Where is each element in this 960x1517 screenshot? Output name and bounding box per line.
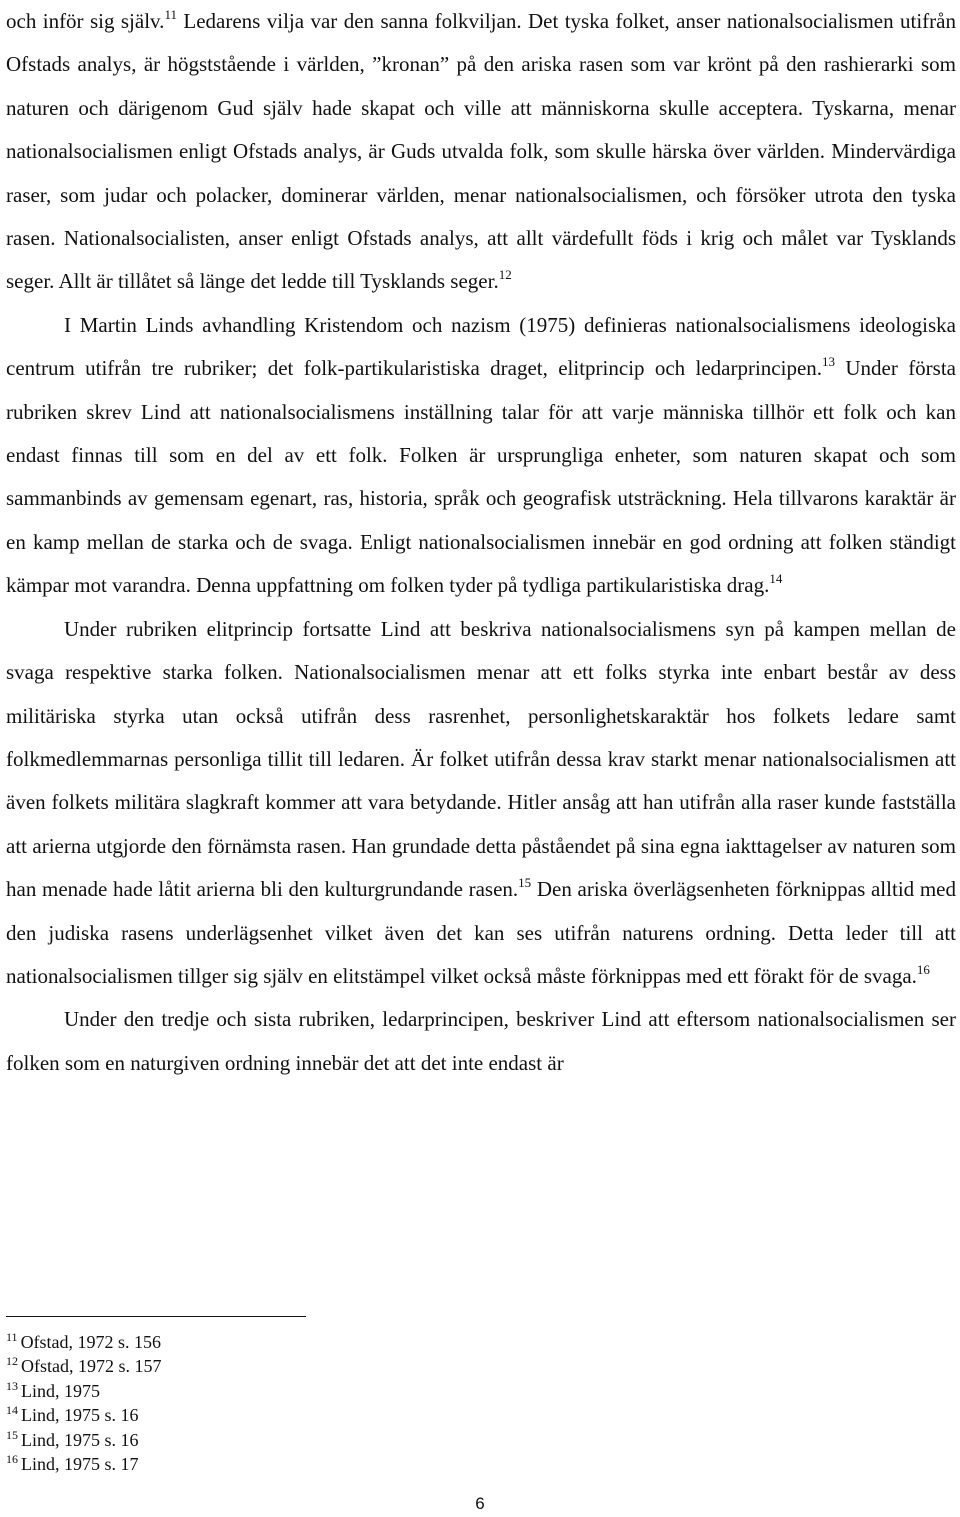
- body-text: [6, 0, 956, 1085]
- footnote-reference: 15: [518, 875, 532, 891]
- paragraph-text: I Martin Linds avhandling Kristendom och nazism (1975) definieras nationalsocialismens ideologiska centrum utifrån tre rubriker; det folk-partikularistiska draget, elitprincip och ledarprincipen.: [6, 312, 956, 381]
- footnote: [6, 1379, 606, 1403]
- footnotes: [6, 1330, 606, 1476]
- paragraph-text: och inför sig själv.: [6, 9, 165, 33]
- footnote-number: 14: [6, 1403, 18, 1418]
- footnote-separator: [6, 1316, 306, 1317]
- footnote: [6, 1354, 606, 1378]
- paragraph: [6, 304, 956, 608]
- footnote: [6, 1403, 606, 1427]
- paragraph-text: Under första rubriken skrev Lind att nationalsocialismens inställning talar för att varje människa tillhör ett folk och kan endast finnas till som en del av ett folk. Folken är ursprungliga enheter, som naturen skapat och som sammanbinds av gemensam egenart, ras, historia, språk och geografisk utsträckning. Hela tillvarons karaktär är en kamp mellan de starka och de svaga. Enligt nationalsocialismen innebär en god ordning att folken ständigt kämpar mot varandra. Denna uppfattning om folken tyder på tydliga partikularistiska drag.: [6, 356, 957, 598]
- footnote-text: Ofstad, 1972 s. 156: [20, 1332, 162, 1352]
- footnote-text: Lind, 1975 s. 16: [21, 1405, 139, 1426]
- footnote-reference: 13: [822, 354, 836, 370]
- footnote: [6, 1330, 606, 1354]
- footnote-number: 15: [6, 1427, 18, 1442]
- paragraph: [6, 998, 956, 1085]
- footnote: [6, 1428, 606, 1452]
- footnote-number: 16: [6, 1452, 18, 1467]
- footnote-text: Lind, 1975: [21, 1380, 100, 1401]
- footnote-reference: 14: [769, 571, 783, 587]
- footnote-text: Lind, 1975 s. 17: [21, 1454, 139, 1475]
- footnote-reference: 16: [916, 961, 930, 977]
- paragraph-text: Den ariska överlägsenheten förknippas alltid med den judiska rasens underlägsenhet vilket även det kan ses utifrån naturens ordning. Detta leder till att nationalsocialismen tillger sig själv en elitstämpel vilket också måste förknippas med ett förakt för de svaga.: [6, 877, 956, 988]
- footnote-reference: 11: [164, 7, 177, 22]
- paragraph: [6, 608, 956, 999]
- paragraph-text: Ledarens vilja var den sanna folkviljan. Det tyska folket, anser nationalsocialismen utifrån Ofstads analys, är högststående i världen, ”kronan” på den ariska rasen som var krönt på den rashierarki som naturen och därigenom Gud själv hade skapat och ville att människorna skulle acceptera. Tyskarna, menar nationalsocialismen enligt Ofstads analys, är Guds utvalda folk, som skulle härska över världen. Mindervärdiga raser, som judar och polacker, dominerar världen, menar nationalsocialismen, och försöker utrota den tyska rasen. Nationalsocialisten, anser enligt Ofstads analys, att allt värdefullt föds i krig och målet var Tysklands seger. Allt är tillåtet så länge det ledde till Tysklands seger.: [6, 9, 956, 294]
- paragraph-text: Under den tredje och sista rubriken, ledarprincipen, beskriver Lind att eftersom nationalsocialismen ser folken som en naturgiven ordning innebär det att det inte endast är: [6, 1007, 956, 1075]
- footnote: [6, 1452, 606, 1476]
- footnote-reference: 12: [498, 267, 512, 283]
- footnote-number: 13: [6, 1378, 18, 1393]
- paragraph: [6, 0, 956, 304]
- paragraph-text: Under rubriken elitprincip fortsatte Lind att beskriva nationalsocialismens syn på kampen mellan de svaga respektive starka folken. Nationalsocialismen menar att ett folks styrka inte enbart består av dess militäriska styrka utan också utifrån dess rasrenhet, personlighetskaraktär hos folkets ledare samt folkmedlemmarnas personliga tillit till ledaren. Är folket utifrån dessa krav starkt menar nationalsocialismen att även folkets militära slagkraft kommer att vara betydande. Hitler ansåg att han utifrån alla raser kunde fastställa att arierna utgjorde den förnämsta rasen. Han grundade detta påståendet på sina egna iakttagelser av naturen som han menade hade låtit arierna bli den kulturgrundande rasen.: [6, 616, 956, 902]
- page-number: 6: [475, 1494, 485, 1513]
- footnote-number: 12: [6, 1354, 18, 1369]
- footnote-number: 11: [6, 1330, 18, 1344]
- footnote-text: Ofstad, 1972 s. 157: [21, 1356, 162, 1377]
- footnote-text: Lind, 1975 s. 16: [21, 1429, 139, 1450]
